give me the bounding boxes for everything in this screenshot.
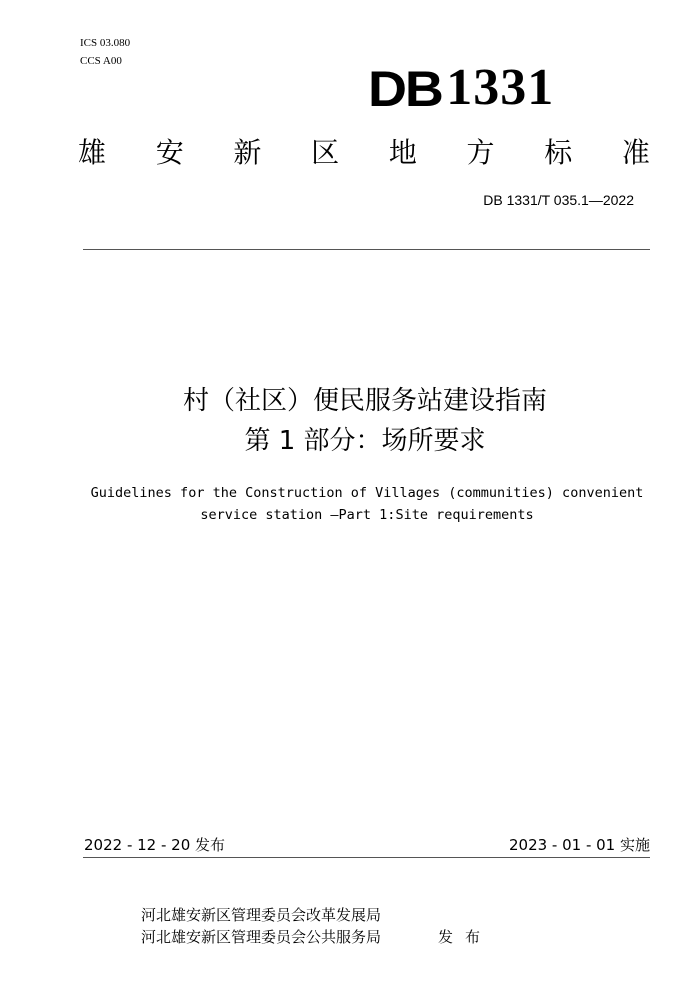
title-en-line2: service station —Part 1:Site requirements bbox=[200, 507, 534, 523]
standard-type-char: 安 bbox=[155, 136, 184, 169]
title-en-line1: Guidelines for the Construction of Villages (communities) convenient bbox=[90, 485, 644, 501]
db-standard-mark bbox=[368, 58, 555, 117]
date-row bbox=[84, 835, 650, 855]
top-divider bbox=[83, 249, 650, 250]
standard-type-char: 新 bbox=[233, 136, 262, 169]
standard-type-char: 雄 bbox=[78, 136, 107, 169]
standard-type-char: 方 bbox=[466, 136, 495, 169]
standard-type-char: 区 bbox=[311, 136, 340, 169]
issuer: 河北雄安新区管理委员会改革发展局 bbox=[141, 906, 382, 924]
release-date: 2022 - 12 - 20 发布 bbox=[84, 836, 226, 854]
issue-label: 发布 bbox=[438, 928, 493, 946]
ccs-code: CCS A00 bbox=[80, 55, 122, 67]
standard-type-char: 准 bbox=[621, 136, 650, 169]
classification-codes bbox=[80, 34, 130, 70]
issuer: 河北雄安新区管理委员会公共服务局 bbox=[141, 928, 382, 946]
standard-type-char: 地 bbox=[388, 136, 417, 169]
issuing-authorities bbox=[141, 904, 381, 948]
title-cn-line2: 第 1 部分：场所要求 bbox=[244, 426, 486, 456]
standard-type-heading bbox=[78, 136, 650, 170]
standard-type-char: 标 bbox=[544, 136, 573, 169]
title-cn-line1: 村（社区）便民服务站建设指南 bbox=[182, 386, 547, 416]
ics-code: ICS 03.080 bbox=[80, 37, 131, 49]
db-logo-letters: DB bbox=[368, 61, 442, 117]
standard-number: DB 1331/T 035.1—2022 bbox=[483, 192, 634, 208]
db-logo-number: 1331 bbox=[446, 59, 555, 116]
bottom-divider bbox=[83, 857, 650, 858]
implement-date: 2023 - 01 - 01 实施 bbox=[508, 836, 650, 854]
